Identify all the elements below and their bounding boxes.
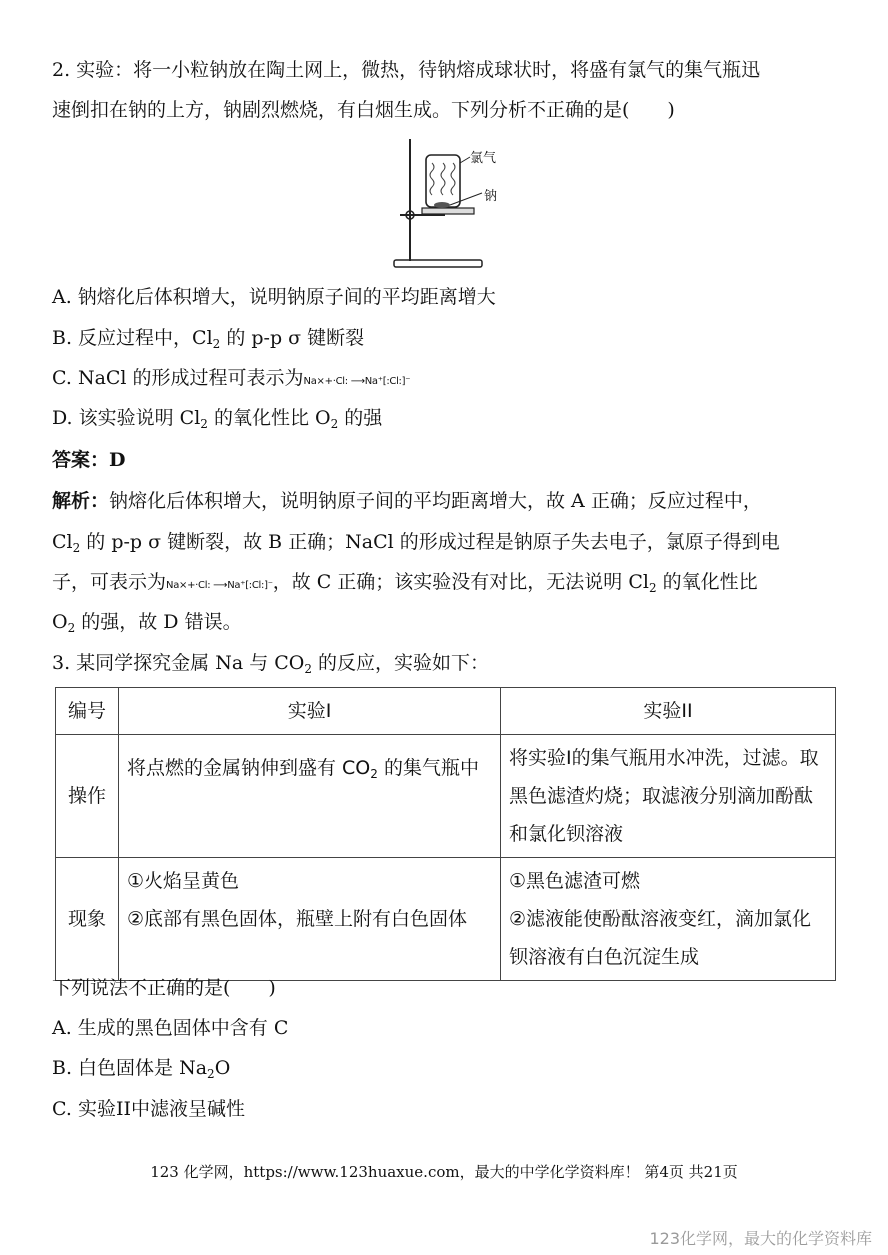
q2-analysis-line2: $Cl_2$ 的 p-p σ 键断裂，故 B 正确；NaCl 的形成过程是钠原子失去电子，氯原子得到电 bbox=[52, 531, 780, 555]
q2-stem-line1: 2. 实验：将一小粒钠放在陶土网上，微热，待钠熔成球状时，将盛有氯气的集气瓶迅 bbox=[52, 59, 761, 81]
q2-analysis-line3: 子，可表示为Na×+·Cl: ⟶Na⁺[:Cl:]⁻，故 C 正确；该实验没有对比，无法说明 $Cl_2$ 的氧化性比 bbox=[52, 571, 758, 595]
nacl-formation-formula: Na×+·Cl: ⟶Na⁺[:Cl:]⁻ bbox=[303, 376, 411, 387]
q2-option-d: D. 该实验说明 $Cl_2$ 的氧化性比 $O_2$ 的强 bbox=[52, 407, 383, 431]
q2-option-b: B. 反应过程中，$Cl_2$ 的 p-p σ 键断裂 bbox=[52, 327, 365, 351]
table-header-id: 编号 bbox=[56, 688, 119, 735]
row-head-phenomenon: 现象 bbox=[56, 858, 119, 981]
q3-option-b: B. 白色固体是 $Na_2O$ bbox=[52, 1057, 231, 1081]
q3-question: 下列说法不正确的是( ) bbox=[52, 977, 276, 999]
table-row bbox=[56, 735, 836, 858]
q3-option-c: C. 实验II中滤液呈碱性 bbox=[52, 1098, 245, 1120]
experiment-table bbox=[55, 687, 836, 981]
q2-answer: 答案：D bbox=[52, 449, 126, 471]
q2-option-a: A. 钠熔化后体积增大，说明钠原子间的平均距离增大 bbox=[52, 286, 496, 308]
apparatus-drawing bbox=[390, 135, 520, 275]
table-header-exp2: 实验II bbox=[501, 688, 836, 735]
q3-intro: 3. 某同学探究金属 Na 与 $CO_2$ 的反应，实验如下： bbox=[52, 652, 490, 676]
exp1-phenomenon: ①火焰呈黄色 ②底部有黑色固体，瓶壁上附有白色固体 bbox=[119, 858, 501, 981]
q2-analysis-line1: 解析：钠熔化后体积增大，说明钠原子间的平均距离增大，故 A 正确；反应过程中， bbox=[52, 490, 762, 512]
exp2-phenomenon: ①黑色滤渣可燃 ②滤液能使酚酞溶液变红，滴加氯化钡溶液有白色沉淀生成 bbox=[501, 858, 836, 981]
table-header-exp1: 实验I bbox=[119, 688, 501, 735]
q2-analysis-line4: $O_2$ 的强，故 D 错误。 bbox=[52, 611, 242, 635]
exp1-operation: 将点燃的金属钠伸到盛有 $CO_2$ 的集气瓶中 bbox=[119, 735, 501, 858]
label-sodium: 钠 bbox=[484, 189, 498, 204]
apparatus-figure bbox=[390, 135, 520, 275]
q2-stem-line2: 速倒扣在钠的上方，钠剧烈燃烧，有白烟生成。下列分析不正确的是( ) bbox=[52, 99, 675, 121]
q2-option-c: C. NaCl 的形成过程可表示为Na×+·Cl: ⟶Na⁺[:Cl:]⁻ bbox=[52, 367, 411, 389]
page-footer: 123 化学网，https://www.123huaxue.com，最大的中学化学资料库！ 第4页 共21页 bbox=[150, 1163, 738, 1181]
q3-option-a: A. 生成的黑色固体中含有 C bbox=[52, 1017, 289, 1039]
table-header-row bbox=[56, 688, 836, 735]
label-chlorine: 氯气 bbox=[470, 151, 497, 166]
watermark-text: 123化学网，最大的化学资料库 bbox=[649, 1229, 872, 1248]
exp2-operation: 将实验I的集气瓶用水冲洗，过滤。取黑色滤渣灼烧；取滤液分别滴加酚酞和氯化钡溶液 bbox=[501, 735, 836, 858]
table-row bbox=[56, 858, 836, 981]
row-head-operation: 操作 bbox=[56, 735, 119, 858]
